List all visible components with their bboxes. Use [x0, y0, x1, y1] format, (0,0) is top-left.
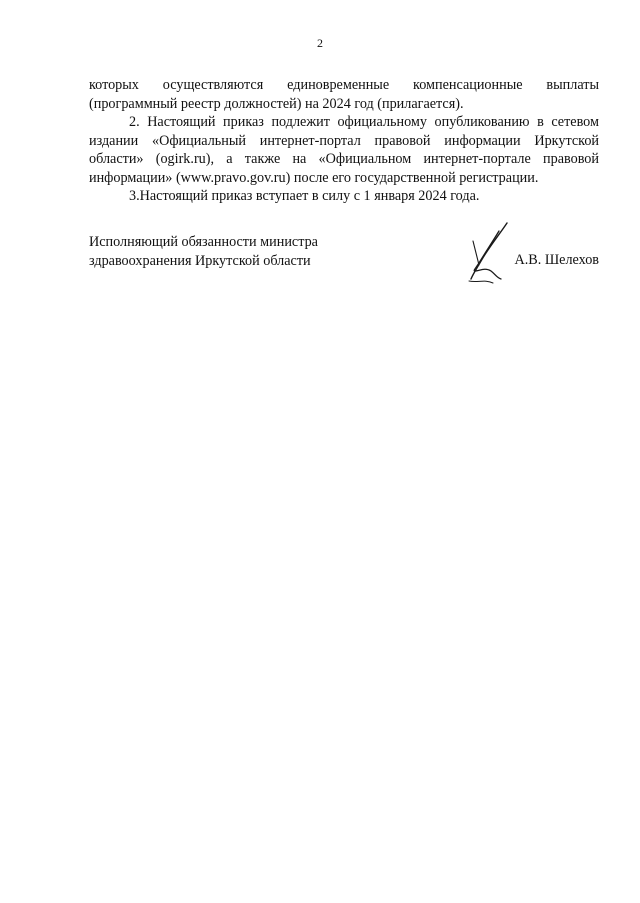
paragraph-1-continuation	[89, 76, 599, 95]
paragraph-2: 2. Настоящий приказ подлежит официальному опубликованию в сетевом издании «Официальный интернет-портал правовой информации Иркутской области» (ogirk.ru), а также на «Официальном интернет-портале правовой информации» (www.pravo.gov.ru) после его государственной регистрации.	[89, 114, 599, 186]
signature-block	[89, 233, 599, 293]
paragraph-1-line-1: которых осуществляются единовременные компенсационные выплаты	[89, 77, 599, 93]
signatory-title-line-2: здравоохранения Иркутской области	[89, 252, 311, 269]
paragraph-3: 3.Настоящий приказ вступает в силу с 1 января 2024 года.	[129, 188, 480, 204]
page-number: 2	[317, 36, 323, 50]
paragraph-1-line-2: (программный реестр должностей) на 2024 год (прилагается).	[89, 95, 464, 112]
signatory-name: А.В. Шелехов	[514, 252, 599, 268]
document-body	[89, 76, 599, 206]
signatory-title	[89, 233, 318, 270]
signatory-title-line-1: Исполняющий обязанности министра	[89, 234, 318, 250]
